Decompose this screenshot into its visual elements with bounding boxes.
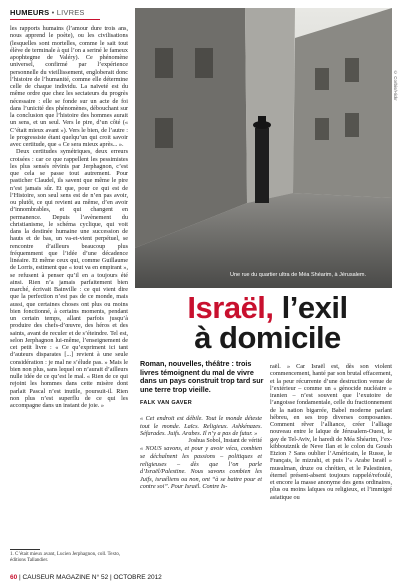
epigraph-quote: « Cet endroit est débile. Tout le monde déteste tout le monde. Laïcs. Religieux. Ashkénazes. Séfarades. Juifs. Arabes. Il n’y a pas de futur. » — [140, 415, 262, 438]
right-column: raël. » Car Israël est, dès son violent commencement, hanté par son brutal effacement, et la peur récurrente d’une destruction venue de l’extérieur – comme un « génocide nucléaire » iranien – n’est souvent que l’exutoire de l’angoisse fondamentale, celle du fractionnement de la nation bigarrée, Babel moderne parlant hébreu, en ses trop diverses composantes. Comment rêver l’alliance, créer l’alliage nouveau entre le laïque de Jérusalem-Ouest, le gay de Tel-Aviv, le haredi de Méa Shéarim, l’ex-kibboutznik de Neve Ilan et le colon du Goush Etzion ? Sans oublier l’Américain, le Russe, le Français, le mizrahi, et puis l’« Arabe Israël » musulman, druze ou chrétien, et le Palestinien, éternel présent-absent toujours rappelé/refoulé, et encore la masse anonyme des gens ordinaires, plus ou moins laïques ou religieux, et l’immigré asiatique ou — [270, 363, 392, 501]
photo-credit: © Corbis/Hickr — [393, 70, 398, 101]
page-number: 60 — [10, 574, 18, 581]
left-column — [10, 25, 128, 409]
section-separator: • — [51, 8, 57, 17]
street-scene-image — [135, 8, 392, 288]
footnote: 1. C’était mieux avant, Lucien Jerphagnon, coll. Texto, éditions Tallandier. — [10, 552, 121, 563]
title-line-2: à domicile — [194, 320, 341, 355]
photo-caption: Une rue du quartier ultra de Méa Shéarim, à Jérusalem. — [230, 272, 367, 278]
article-lede: Roman, nouvelles, théâtre : trois livres témoignent du mal de vivre dans un pays construit trop tard sur une terre trop vieille. — [140, 359, 264, 394]
article-photo — [135, 8, 392, 288]
header-rule — [10, 19, 100, 20]
footnote-rule — [10, 549, 40, 550]
section-name: HUMEURS — [10, 8, 50, 17]
subsection-name: LIVRES — [56, 8, 85, 17]
epigraph — [140, 415, 262, 491]
epigraph-source: Joshua Sobol, Instant de vérité — [188, 437, 262, 444]
title-highlight: Israël, — [187, 290, 274, 325]
footer-text: | CAUSEUR MAGAZINE N° 52 | OCTOBRE 2012 — [17, 574, 162, 581]
left-paragraph-1: les rapports humains (l’amour dure trois ans, nous apprend le poète), ou les civilisations (lesquelles sont mortelles, comme le sait tout élève de terminale à qui l’on a seriné le fameux apophtegme de Valéry). Ce phénomène universel, confirmé par l’expérience personnelle du vieillissement, engloberait donc l’histoire de l’humanité, comme elle détermine celle de chaque individu. La naïveté est du même ordre que chez les sectateurs du progrès nécessaire : elle se fonde sur un acte de foi dans l’unicité des phénomènes, débouchant sur la conclusion que l’histoire des hommes aurait un sens, et un seul. Vers le pire, d’un côté (« C’était mieux avant »). Vers le bien, de l’autre : le progressiste étant quelqu’un qui croit savoir avec certitude, que « Ce sera mieux après... ». — [10, 25, 128, 148]
article-byline: FALK VAN GAVER — [140, 400, 192, 406]
title-rest: l’exil — [273, 290, 348, 325]
page-footer — [10, 574, 162, 581]
left-paragraph-2: Deux certitudes symétriques, deux erreurs croisées : car ce que rappellent les pessimistes les plus sensés révinis par Jerphagnon, c’est que cela se passe tout autrement. Pour pasticher Claudel, ils savent que même le pire n’est jamais sûr. Et que, pour ce qui est de l’Histoire, son seul sens est de n’en pas avoir, ou plutôt, ce qui revient au même, d’en avoir d’innombrables, et qui changent en permanence. Depuis l’avènement du christianisme, le schéma cyclique, qui voit dans la destinée humaine une succession de hauts et de bas, un va-et-vient perpétuel, se rencontre d’ailleurs beaucoup plus fréquemment que l’idée d’une décadence linéaire. Et même ceux qui, comme Guillaume de Lorris, estiment que « tout va en empirant », se refusent à penser qu’il en a toujours été ainsi. Rien n’a jamais parfaitement bien marché, écrivait Bainville : ce qui vient dire que la perfection n’est pas de ce monde, mais aussi, que certaines choses ont plus ou moins bien fonctionné, à certains moments, pendant un certain temps, allant parfois jusqu’à produire des chefs-d’œuvre, des héros et des saints, avant de reculer et de s’éteindre. Tel est, selon Jerphagnon lui-même, l’enseignement de cet petit livre : « Ce qu’expriment ici tant d’auteurs disparates [...] revient à une seule considération : je mal ne s’élude pas. » Mais le bien non plus, sans lequel on n’aurait d’ailleurs nulle idée de ce qu’est le mal. « Rien de ce qui rejoint les hommes dans cette misère dont parlait Pascal n’est inutile, poursuit-il. Rien non plus n’est superflu de ce qui les accompagne dans un instant de joie. » — [10, 148, 128, 409]
opening-paragraph: « NOUS savons, et pour y avoir vécu, combien se déchaînent les passions – politiques et religieuses – dès que l’on parle d’Israël/Palestine. Nous savons combien les Juifs, israéliens ou non, ont “à se battre pour et contre soi”. Pour Israël. Contre Is- — [140, 445, 262, 491]
section-header — [10, 8, 85, 17]
article-title — [140, 290, 395, 355]
